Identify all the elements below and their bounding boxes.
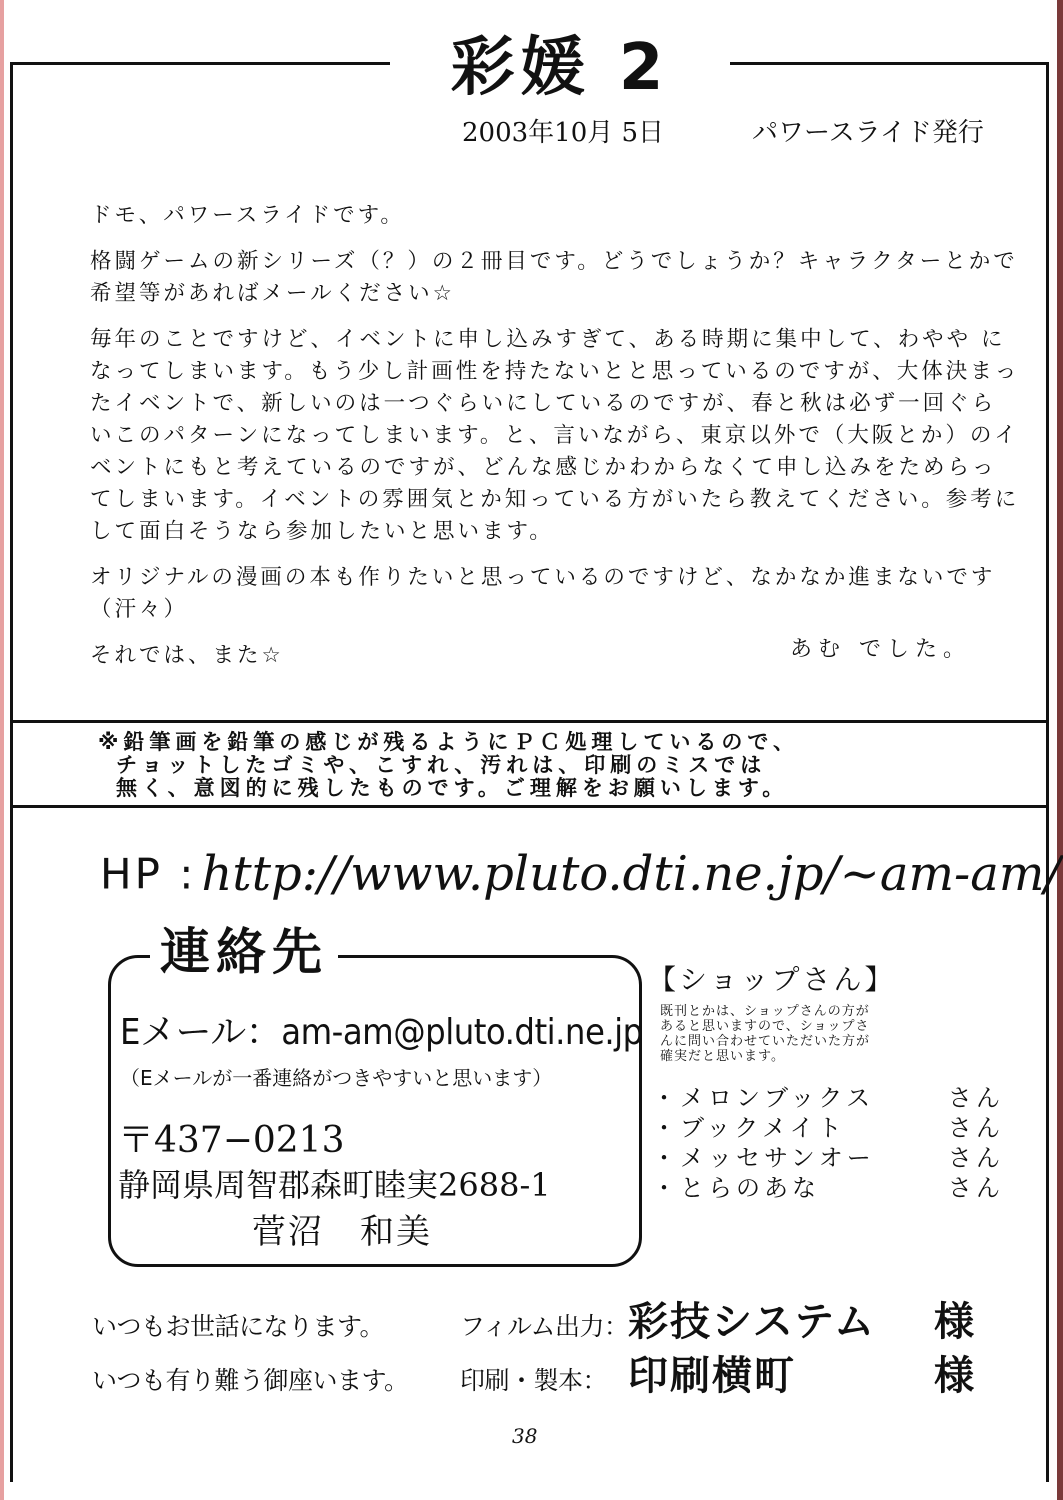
shop-item xyxy=(652,1078,1012,1112)
shop-suffix: さん xyxy=(948,1144,1004,1172)
homepage-url[interactable]: http://www.pluto.dti.ne.jp/~am-am/ xyxy=(201,846,1061,902)
postal-address: 静岡県周智郡森町睦実2688-1 xyxy=(118,1166,551,1204)
thanks-honorific: 様 xyxy=(934,1299,974,1345)
thanks-role: フィルム出力： xyxy=(460,1312,629,1341)
thanks-company: 彩技システム xyxy=(628,1299,876,1345)
thanks-honorific: 様 xyxy=(934,1353,974,1399)
book-title: 彩媛 2 xyxy=(450,31,670,105)
shop-list xyxy=(652,1078,1012,1202)
notice-line: 無く、意図的に残したものです。ご理解をお願いします。 xyxy=(116,776,789,800)
publication-date: 2003年10月 5日 xyxy=(462,118,665,148)
contact-title: 連絡先 xyxy=(150,922,338,982)
frame-top-left xyxy=(10,62,390,65)
thanks-line xyxy=(92,1344,974,1401)
shop-suffix: さん xyxy=(948,1174,1004,1202)
notice-line: ※鉛筆画を鉛筆の感じが残るようにＰＣ処理しているので、 xyxy=(98,730,799,754)
pencil-notice xyxy=(98,731,1038,800)
frame-top-right xyxy=(730,62,1048,65)
shop-name: ・とらのあな xyxy=(652,1174,820,1202)
page-edge-right xyxy=(1057,0,1063,1500)
memo-paragraph: ドモ、パワースライドです。 xyxy=(90,203,405,228)
shop-suffix: さん xyxy=(948,1084,1004,1112)
thanks-greeting: いつもお世話になります。 xyxy=(92,1312,385,1341)
page-number: 38 xyxy=(512,1424,538,1448)
divider xyxy=(10,720,1049,723)
shop-name: ・メッセサンオー xyxy=(652,1144,875,1172)
contact-email-note: （Eメールが一番連絡がつきやすいと思います） xyxy=(120,1066,553,1090)
shops-intro xyxy=(660,1004,1000,1064)
page-edge-left xyxy=(0,0,4,1500)
shop-item xyxy=(652,1108,1012,1142)
frame-left xyxy=(10,62,13,1482)
thanks-greeting: いつも有り難う御座います。 xyxy=(92,1366,409,1395)
contact-email[interactable]: Eメール：am-am@pluto.dti.ne.jp xyxy=(120,1012,643,1053)
shop-suffix: さん xyxy=(948,1114,1004,1142)
shops-title: 【ショップさん】 xyxy=(648,963,896,996)
postal-code: 〒437−0213 xyxy=(118,1120,345,1161)
shops-intro-line: 確実だと思います。 xyxy=(660,1049,785,1064)
contact-name: 菅沼 和美 xyxy=(252,1212,432,1252)
memo-paragraph: オリジナルの漫画の本も作りたいと思っているのですけど、なかなか進まないです（汗々） xyxy=(90,565,996,622)
thanks-line xyxy=(92,1290,974,1347)
shops-intro-line: んに問い合わせていただいた方が xyxy=(660,1034,871,1049)
memo-paragraph: それでは、また☆ xyxy=(90,643,284,668)
thanks-company: 印刷横町 xyxy=(628,1353,796,1399)
shop-name: ・ブックメイト xyxy=(652,1114,846,1142)
shops-intro-line: 既刊とかは、ショップさんの方が xyxy=(660,1004,870,1019)
shops-intro-line: あると思いますので、ショップさ xyxy=(660,1019,870,1034)
memo-paragraph: 格闘ゲームの新シリーズ（？）の２冊目です。どうでしょうか？キャラクターとかで希望等があればメールください☆ xyxy=(90,249,1018,306)
shop-item xyxy=(652,1138,1012,1172)
shop-item xyxy=(652,1168,1012,1202)
divider xyxy=(10,805,1049,808)
homepage-label: HP : xyxy=(100,849,197,899)
publisher: パワースライド発行 xyxy=(752,118,984,148)
frame-right xyxy=(1046,62,1049,1482)
author-memo xyxy=(90,200,1020,686)
signoff: あむ でした。 xyxy=(790,637,971,662)
thanks-role: 印刷・製本： xyxy=(460,1366,608,1395)
shop-name: ・メロンブックス xyxy=(652,1084,875,1112)
notice-line: チョットしたゴミや、こすれ、汚れは、印刷のミスでは xyxy=(116,753,767,777)
memo-paragraph: 毎年のことですけど、イベントに申し込みすぎて、ある時期に集中して、わやや になってしまいます。もう少し計画性を持たないとと思っているのですが、大体決まったイベントで、新しいのは一つぐらいにしているのですが、春と秋は必ず一回ぐらいこのパターンになってしまいます。と、言いながら、東京以外で（大阪とか）のイベントにもと考えているのですが、どんな感じかわからなくて申し込みをためらってしまいます。イベントの雰囲気とか知っている方がいたら教えてください。参考にして面白そうなら参加したいと思います。 xyxy=(90,327,1020,544)
homepage xyxy=(100,846,1061,902)
